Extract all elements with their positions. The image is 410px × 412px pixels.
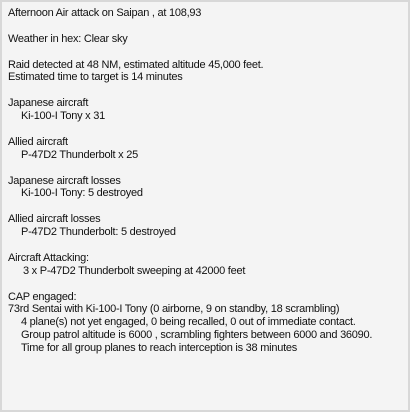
cap-detail-line: Group patrol altitude is 6000 , scrambling fighters between 6000 and 36090.: [21, 329, 373, 342]
spacer: [8, 84, 406, 97]
cap-unit-line: 73rd Sentai with Ki-100-I Tony (0 airborne, 9 on standby, 18 scrambling): [8, 303, 340, 316]
cap-heading: CAP engaged:: [8, 290, 77, 303]
raid-detected-line: Raid detected at 48 NM, estimated altitude 45,000 feet.: [8, 58, 264, 71]
allied-aircraft-item: P-47D2 Thunderbolt x 25: [21, 148, 138, 161]
allied-losses-item: P-47D2 Thunderbolt: 5 destroyed: [21, 226, 176, 239]
weather-line: Weather in hex: Clear sky: [8, 32, 128, 45]
time-to-target-line: Estimated time to target is 14 minutes: [8, 71, 183, 84]
attacking-heading: Aircraft Attacking:: [8, 251, 89, 264]
japanese-aircraft-heading: Japanese aircraft: [8, 97, 89, 110]
combat-report-text: [8, 7, 406, 355]
cap-detail-line: 4 plane(s) not yet engaged, 0 being recalled, 0 out of immediate contact.: [21, 316, 356, 329]
allied-losses-heading: Allied aircraft losses: [8, 213, 101, 226]
cap-detail-line: Time for all group planes to reach interception is 38 minutes: [21, 342, 297, 355]
attacking-item: 3 x P-47D2 Thunderbolt sweeping at 42000 feet: [23, 264, 246, 277]
report-header: Afternoon Air attack on Saipan , at 108,93: [8, 7, 202, 19]
spacer: [8, 46, 406, 59]
spacer: [8, 123, 406, 136]
japanese-losses-heading: Japanese aircraft losses: [8, 174, 121, 187]
japanese-aircraft-item: Ki-100-I Tony x 31: [21, 110, 105, 123]
spacer: [8, 239, 406, 252]
japanese-losses-item: Ki-100-I Tony: 5 destroyed: [21, 187, 143, 200]
spacer: [8, 200, 406, 213]
allied-aircraft-heading: Allied aircraft: [8, 135, 68, 148]
spacer: [8, 162, 406, 175]
spacer: [8, 20, 406, 33]
spacer: [8, 278, 406, 291]
